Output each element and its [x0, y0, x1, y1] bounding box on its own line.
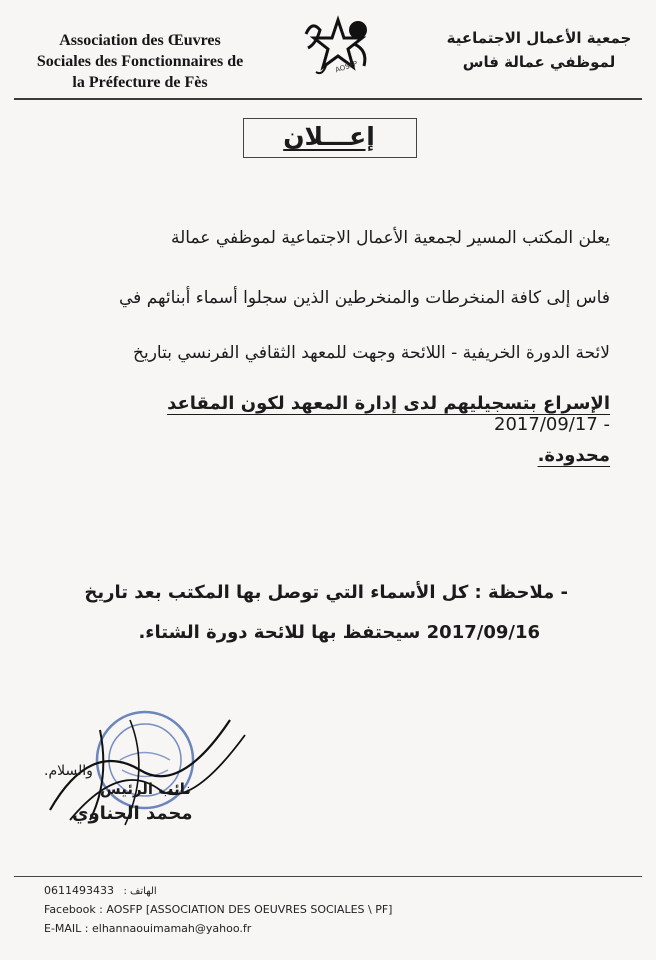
header-arabic: [444, 26, 634, 74]
note-line-1: - ملاحظة : كل الأسماء التي توصل بها المكتب بعد تاريخ: [84, 582, 568, 603]
document-title: إعـــلان: [283, 122, 375, 151]
body-line-3: لائحة الدورة الخريفية - اللائحة وجهت للمعهد الثقافي الفرنسي بتاريخ: [133, 343, 610, 363]
signer-role: نائب الرئيس: [100, 780, 192, 798]
footer-phone-label: الهاتف :: [123, 886, 157, 897]
footer-email: E-MAIL : elhannaouimamah@yahoo.fr: [44, 922, 252, 935]
footer-phone: [44, 884, 157, 897]
body-line-4-emphasis: الإسراع بتسجيليهم لدى إدارة المعهد لكون المقاعد: [167, 393, 610, 414]
header-french: [20, 30, 260, 93]
logo-text: AOSFP: [334, 59, 359, 75]
body-line-2: فاس إلى كافة المنخرطات والمنخرطين الذين سجلوا أسماء أبنائهم في: [119, 288, 610, 308]
footer-divider: [14, 876, 642, 877]
footer-facebook: Facebook : AOSFP [ASSOCIATION DES OEUVRES SOCIALES \ PF]: [44, 903, 393, 916]
closing-greeting: والسلام.: [44, 763, 93, 779]
body-line-1: يعلن المكتب المسير لجمعية الأعمال الاجتماعية لموظفي عمالة: [170, 228, 610, 248]
header-divider: [14, 98, 642, 100]
body-line-5: [52, 445, 610, 466]
header-fr-line2: Sociales des Fonctionnaires de: [36, 53, 244, 70]
note-line-2: 2017/09/16 سيحتفظ بها للائحة دورة الشتاء.: [138, 622, 540, 643]
body-line-5-text: محدودة.: [537, 445, 610, 466]
body-line-4-date: 2017/09/17 -: [494, 414, 610, 435]
header-fr-line3: la Préfecture de Fès: [72, 74, 208, 91]
header-ar-line2: لموظفي عمالة فاس: [462, 53, 616, 71]
footer-phone-number: 0611493433: [44, 884, 114, 897]
header-ar-line1: جمعية الأعمال الاجتماعية: [446, 29, 632, 47]
signer-name: محمد الحناوي: [72, 803, 193, 824]
header-fr-line1: Association des Œuvres: [59, 32, 221, 49]
body-line-4: [52, 393, 610, 435]
